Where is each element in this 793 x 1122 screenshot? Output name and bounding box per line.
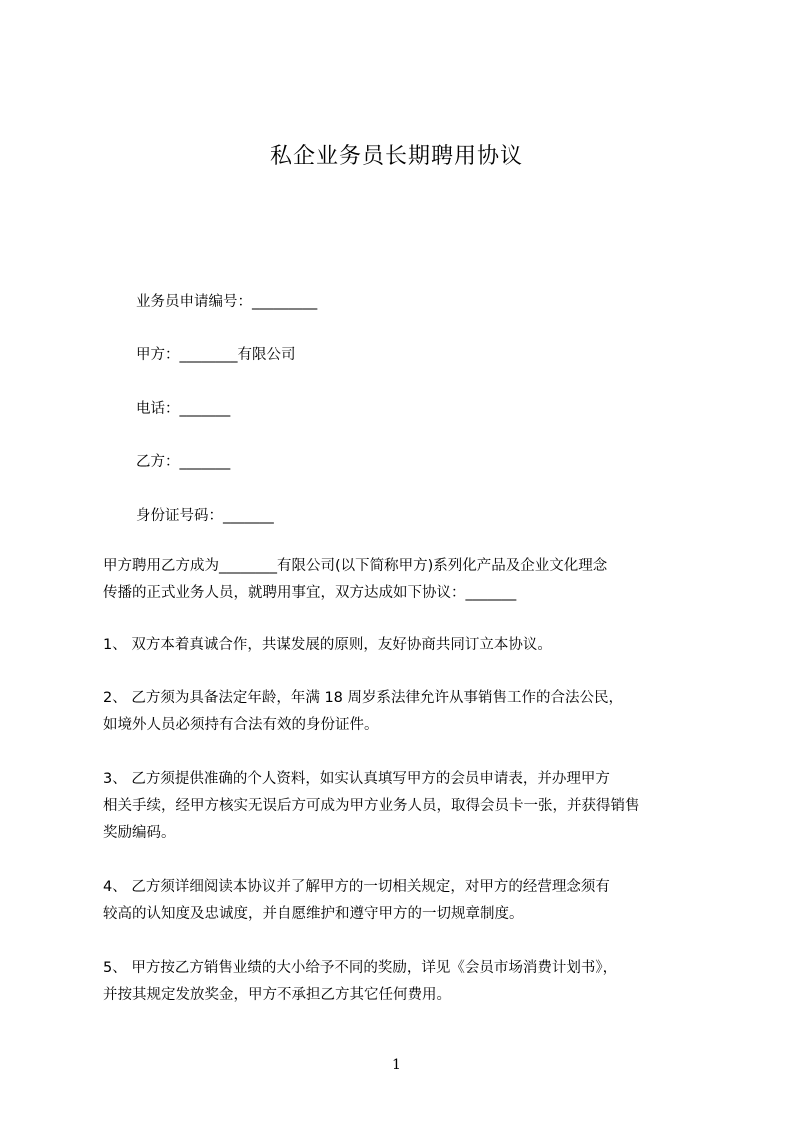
clause-line: 2、 乙方须为具备法定年龄，年满 18 周岁系法律允许从事销售工作的合法公民，: [103, 690, 624, 706]
clause-line: 3、 乙方须提供准确的个人资料，如实认真填写甲方的会员申请表，并办理甲方: [103, 771, 610, 787]
applicant-number-field: 业务员申请编号：_________: [136, 294, 318, 310]
document-title: 私企业务员长期聘用协议: [269, 144, 523, 169]
clause-line: 并按其规定发放奖金，甲方不承担乙方其它任何费用。: [103, 987, 451, 1003]
party-a-field: 甲方：________有限公司: [136, 347, 296, 363]
clause-line: 相关手续，经甲方核实无误后方可成为甲方业务人员，取得会员卡一张，并获得销售: [103, 798, 640, 814]
phone-field: 电话：_______: [136, 401, 231, 417]
page-number: 1: [392, 1057, 401, 1073]
intro-line: 甲方聘用乙方成为________有限公司(以下简称甲方)系列化产品及企业文化理念: [103, 558, 608, 574]
clause-line: 较高的认知度及忠诚度，并自愿维护和遵守甲方的一切规章制度。: [103, 906, 524, 922]
clause-4: [103, 874, 713, 928]
clause-line: 5、 甲方按乙方销售业绩的大小给予不同的奖励，详见《会员市场消费计划书》，: [103, 960, 618, 976]
clause-line: 奖励编码。: [103, 825, 176, 841]
clause-3: [103, 766, 713, 847]
id-number-field: 身份证号码：_______: [136, 508, 274, 524]
clause-line: 1、 双方本着真诚合作，共谋发展的原则，友好协商共同订立本协议。: [103, 637, 552, 653]
clause-2: [103, 685, 713, 739]
clause-line: 4、 乙方须详细阅读本协议并了解甲方的一切相关规定，对甲方的经营理念须有: [103, 879, 610, 895]
clause-5: [103, 955, 713, 1009]
clause-1: [103, 632, 713, 659]
clause-line: 如境外人员必须持有合法有效的身份证件。: [103, 717, 379, 733]
party-b-field: 乙方：_______: [136, 454, 231, 470]
intro-line: 传播的正式业务人员，就聘用事宜，双方达成如下协议：_______: [103, 585, 517, 601]
intro-paragraph: [103, 553, 713, 607]
